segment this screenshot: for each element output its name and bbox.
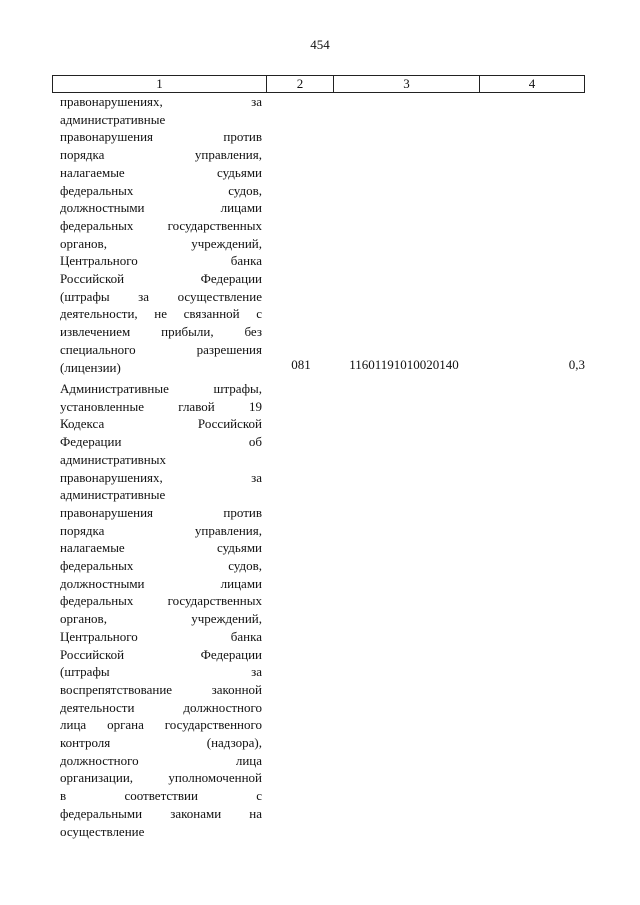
text-line: органов, учреждений,: [60, 611, 262, 627]
text-line: федеральных государственных: [60, 217, 262, 233]
header-col-1: 1: [53, 76, 267, 92]
text-line: порядка управления,: [60, 522, 262, 538]
text-line: (штрафы за: [60, 664, 262, 680]
row-1-code: 081: [291, 357, 311, 372]
text-line: должностными лицами: [60, 575, 262, 591]
text-line: правонарушения против: [60, 504, 262, 520]
text-line: Центрального банка: [60, 253, 262, 269]
text-line: контроля (надзора),: [60, 735, 262, 751]
text-line: органов, учреждений,: [60, 235, 262, 251]
header-col-2: 2: [267, 76, 334, 92]
text-line: (лицензии): [60, 359, 121, 375]
text-line: извлечением прибыли, без: [60, 324, 262, 340]
page-number: 454: [310, 37, 330, 52]
text-line: федеральных судов,: [60, 182, 262, 198]
text-line: деятельности должностного: [60, 699, 262, 715]
row-1-kbk: 11601191010020140: [349, 357, 459, 372]
text-line: деятельности, не связанной с: [60, 306, 262, 322]
text-line: правонарушения против: [60, 129, 262, 145]
text-line: Российской Федерации: [60, 271, 262, 287]
row-1-rate: 0,3: [568, 357, 585, 372]
text-line: (штрафы за осуществление: [60, 288, 262, 304]
text-line: федеральных судов,: [60, 558, 262, 574]
text-line: административные: [60, 111, 166, 127]
table-row-1-description: [60, 93, 262, 376]
table-header-row: [52, 75, 585, 93]
text-line: Российской Федерации: [60, 646, 262, 662]
text-line: налагаемые судьями: [60, 164, 262, 180]
text-line: Административные штрафы,: [60, 381, 262, 396]
text-line: административных: [60, 451, 166, 467]
text-line: Федерации об: [60, 434, 262, 450]
header-col-4: 4: [528, 76, 536, 91]
text-line: должностными лицами: [60, 200, 262, 216]
text-line: федеральными законами на: [60, 805, 262, 821]
text-line: Центрального банка: [60, 628, 262, 644]
text-line: порядка управления,: [60, 147, 262, 163]
text-line: организации, уполномоченной: [60, 770, 262, 786]
text-line: в соответствии с: [60, 788, 262, 804]
text-line: правонарушениях, за: [60, 94, 262, 109]
text-line: налагаемые судьями: [60, 540, 262, 556]
text-line: воспрепятствование законной: [60, 681, 262, 697]
text-line: Кодекса Российской: [60, 416, 262, 432]
text-line: лица органа государственного: [60, 717, 262, 733]
header-col-3: 3: [334, 76, 480, 92]
text-line: установленные главой 19: [60, 398, 262, 414]
text-line: федеральных государственных: [60, 593, 262, 609]
text-line: административные: [60, 487, 166, 503]
text-line: должностного лица: [60, 752, 262, 768]
text-line: правонарушениях, за: [60, 469, 262, 485]
table-row-2-description: [60, 380, 262, 840]
text-line: осуществление: [60, 823, 145, 839]
text-line: специального разрешения: [60, 341, 262, 357]
